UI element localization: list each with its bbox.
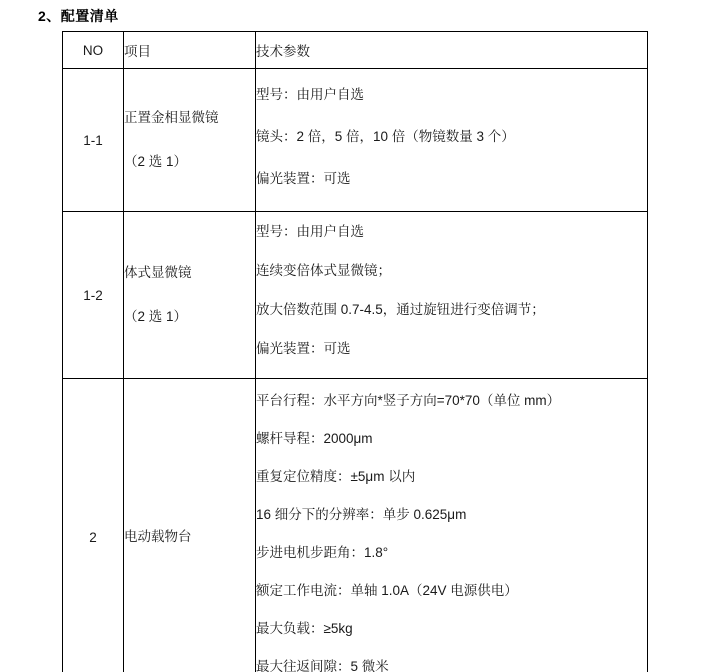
param-line: 额定工作电流：单轴 1.0A（24V 电源供电） [256, 583, 518, 598]
param-line: 型号：由用户自选 [256, 224, 364, 239]
cell-no: 2 [63, 379, 124, 672]
param-line: 镜头：2 倍，5 倍，10 倍（物镜数量 3 个） [256, 129, 515, 144]
item-line: 正置金相显微镜 [124, 110, 219, 125]
param-line: 型号：由用户自选 [256, 87, 364, 102]
param-line: 最大负载：≥5kg [256, 621, 353, 636]
col-header-item: 项目 [124, 32, 256, 69]
table-row-1-1 [63, 69, 648, 212]
item-line: 电动载物台 [124, 529, 192, 544]
param-line: 螺杆导程：2000μm [256, 431, 373, 446]
item-line: （2 选 1） [124, 154, 188, 169]
param-line: 平台行程：水平方向*竖子方向=70*70（单位 mm） [256, 393, 561, 408]
item-line: 体式显微镜 [124, 265, 192, 280]
col-header-no: NO [63, 32, 124, 69]
section-title: 2、配置清单 [38, 8, 119, 24]
table-row-1-2 [63, 212, 648, 379]
param-line: 偏光装置：可选 [256, 171, 351, 186]
cell-params [256, 69, 648, 212]
param-line: 最大往返间隙：5 微米 [256, 659, 389, 672]
param-line: 步进电机步距角：1.8° [256, 545, 389, 560]
item-line: （2 选 1） [124, 309, 188, 324]
spec-table [62, 31, 648, 672]
cell-item [124, 69, 256, 212]
table-row-2 [63, 379, 648, 672]
param-line: 连续变倍体式显微镜； [256, 263, 391, 278]
param-line: 重复定位精度：±5μm 以内 [256, 469, 416, 484]
cell-no: 1-1 [63, 69, 124, 212]
cell-item [124, 212, 256, 379]
col-header-params: 技术参数 [256, 32, 648, 69]
param-line: 放大倍数范围 0.7-4.5，通过旋钮进行变倍调节； [256, 302, 545, 317]
table-header-row [63, 32, 648, 69]
cell-params [256, 379, 648, 672]
param-line: 偏光装置：可选 [256, 341, 351, 356]
cell-item [124, 379, 256, 672]
param-line: 16 细分下的分辨率：单步 0.625μm [256, 507, 467, 522]
cell-params [256, 212, 648, 379]
cell-no: 1-2 [63, 212, 124, 379]
